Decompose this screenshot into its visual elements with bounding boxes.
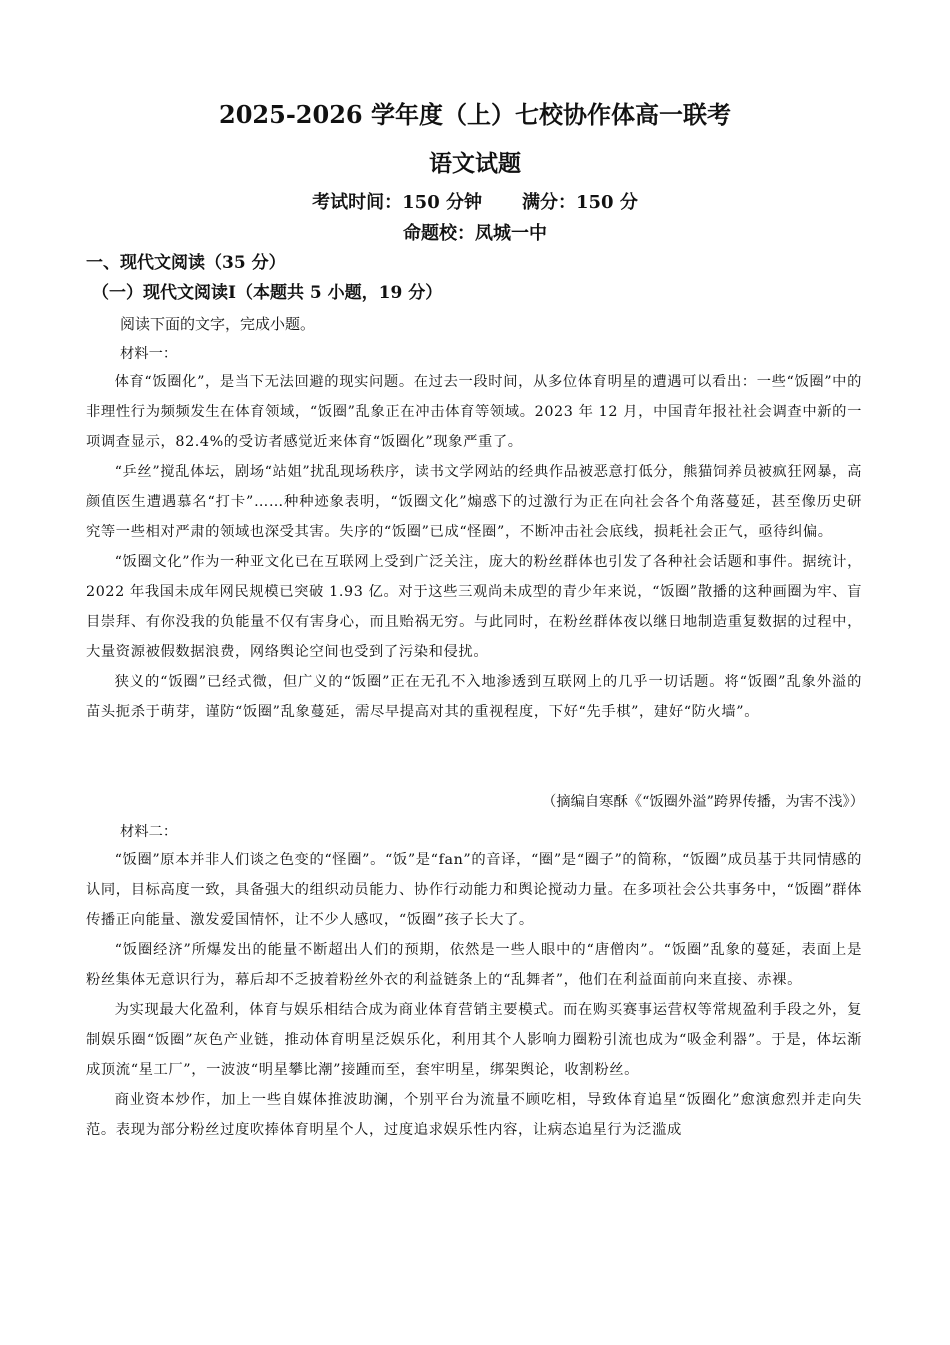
material2-label: 材料二： <box>120 824 178 840</box>
material1-paragraph: 体育“饭圈化”，是当下无法回避的现实问题。在过去一段时间，从多位体育明星的遭遇可以看出：一些“饭圈”中的非理性行为频频发生在体育领域，“饭圈”乱象正在冲击体育等领域。2023 年 12 月，中国青年报社社会调查中新的一项调查显示，82.4%的受访者感觉近来体育“饭圈化”现象严重了。 <box>86 374 862 450</box>
material1-paragraph: “乒丝”搅乱体坛，剧场“站姐”扰乱现场秩序，读书文学网站的经典作品被恶意打低分，熊猫饲养员被疯狂网暴，高颜值医生遭遇慕名“打卡”……种种迹象表明，“饭圈文化”煽惑下的过激行为正在向社会各个角落蔓延，甚至像历史研究等一些相对严肃的领域也深受其害。失序的“饭圈”已成“怪圈”，不断冲击社会底线，损耗社会正气，亟待纠偏。 <box>86 464 862 540</box>
material1-label: 材料一： <box>120 346 178 362</box>
exam-subtitle: 语文试题 <box>429 150 521 177</box>
full-score: 满分：150 分 <box>522 192 638 213</box>
exam-time: 考试时间：150 分钟 <box>312 192 482 213</box>
section-heading: 一、现代文阅读（35 分） <box>86 253 286 273</box>
material2-paragraph: “饭圈”原本并非人们谈之色变的“怪圈”。“饭”是“fan”的音译，“圈”是“圈子”的简称，“饭圈”成员基于共同情感的认同，目标高度一致，具备强大的组织动员能力、协作行动能力和舆论搅动力量。在多项社会公共事务中，“饭圈”群体传播正向能量、激发爱国情怀，让不少人感叹，“饭圈”孩子长大了。 <box>86 852 862 928</box>
material2-paragraph: “饭圈经济”所爆发出的能量不断超出人们的预期，依然是一些人眼中的“唐僧肉”。“饭圈”乱象的蔓延，表面上是粉丝集体无意识行为，幕后却不乏披着粉丝外衣的利益链条上的“乱舞者”，他们在利益面前向来直接、赤裸。 <box>86 942 862 988</box>
material2-paragraph: 商业资本炒作，加上一些自媒体推波助澜，个别平台为流量不顾吃相，导致体育追星“饭圈化”愈演愈烈并走向失范。表现为部分粉丝过度吹捧体育明星个人，过度追求娱乐性内容，让病态追星行为泛滥成 <box>86 1092 862 1138</box>
material1-paragraph: 狭义的“饭圈”已经式微，但广义的“饭圈”正在无孔不入地渗透到互联网上的几乎一切话题。将“饭圈”乱象外溢的苗头扼杀于萌芽，谨防“饭圈”乱象蔓延，需尽早提高对其的重视程度，下好“先手棋”，建好“防火墙”。 <box>86 674 862 720</box>
material1-body <box>86 367 862 727</box>
exam-title: 2025-2026 学年度（上）七校协作体高一联考 <box>219 100 731 129</box>
reading-instruction: 阅读下面的文字，完成小题。 <box>120 315 316 333</box>
material2-body <box>86 845 862 1145</box>
material2-paragraph: 为实现最大化盈利，体育与娱乐相结合成为商业体育营销主要模式。而在购买赛事运营权等常规盈利手段之外，复制娱乐圈“饭圈”灰色产业链，推动体育明星泛娱乐化，利用其个人影响力圈粉引流也成为“吸金利器”。于是，体坛渐成顶流“星工厂”，一波波“明星攀比潮”接踵而至，套牢明星，绑架舆论，收割粉丝。 <box>86 1002 862 1078</box>
section-subheading: （一）现代文阅读Ⅰ（本题共 5 小题，19 分） <box>92 283 443 303</box>
setter-school: 命题校：凤城一中 <box>403 223 547 244</box>
exam-meta <box>0 189 950 217</box>
material1-source: （摘编自寒酥《“饭圈外溢”跨界传播，为害不浅》） <box>542 794 864 810</box>
material1-paragraph: “饭圈文化”作为一种亚文化已在互联网上受到广泛关注，庞大的粉丝群体也引发了各种社会话题和事件。据统计，2022 年我国未成年网民规模已突破 1.93 亿。对于这些三观尚未成型的青少年来说，“饭圈”散播的这种画圈为牢、盲目崇拜、有你没我的负能量不仅有害身心，而且贻祸无穷。与此同时，在粉丝群体夜以继日地制造重复数据的过程中，大量资源被假数据浪费，网络舆论空间也受到了污染和侵扰。 <box>86 554 862 660</box>
